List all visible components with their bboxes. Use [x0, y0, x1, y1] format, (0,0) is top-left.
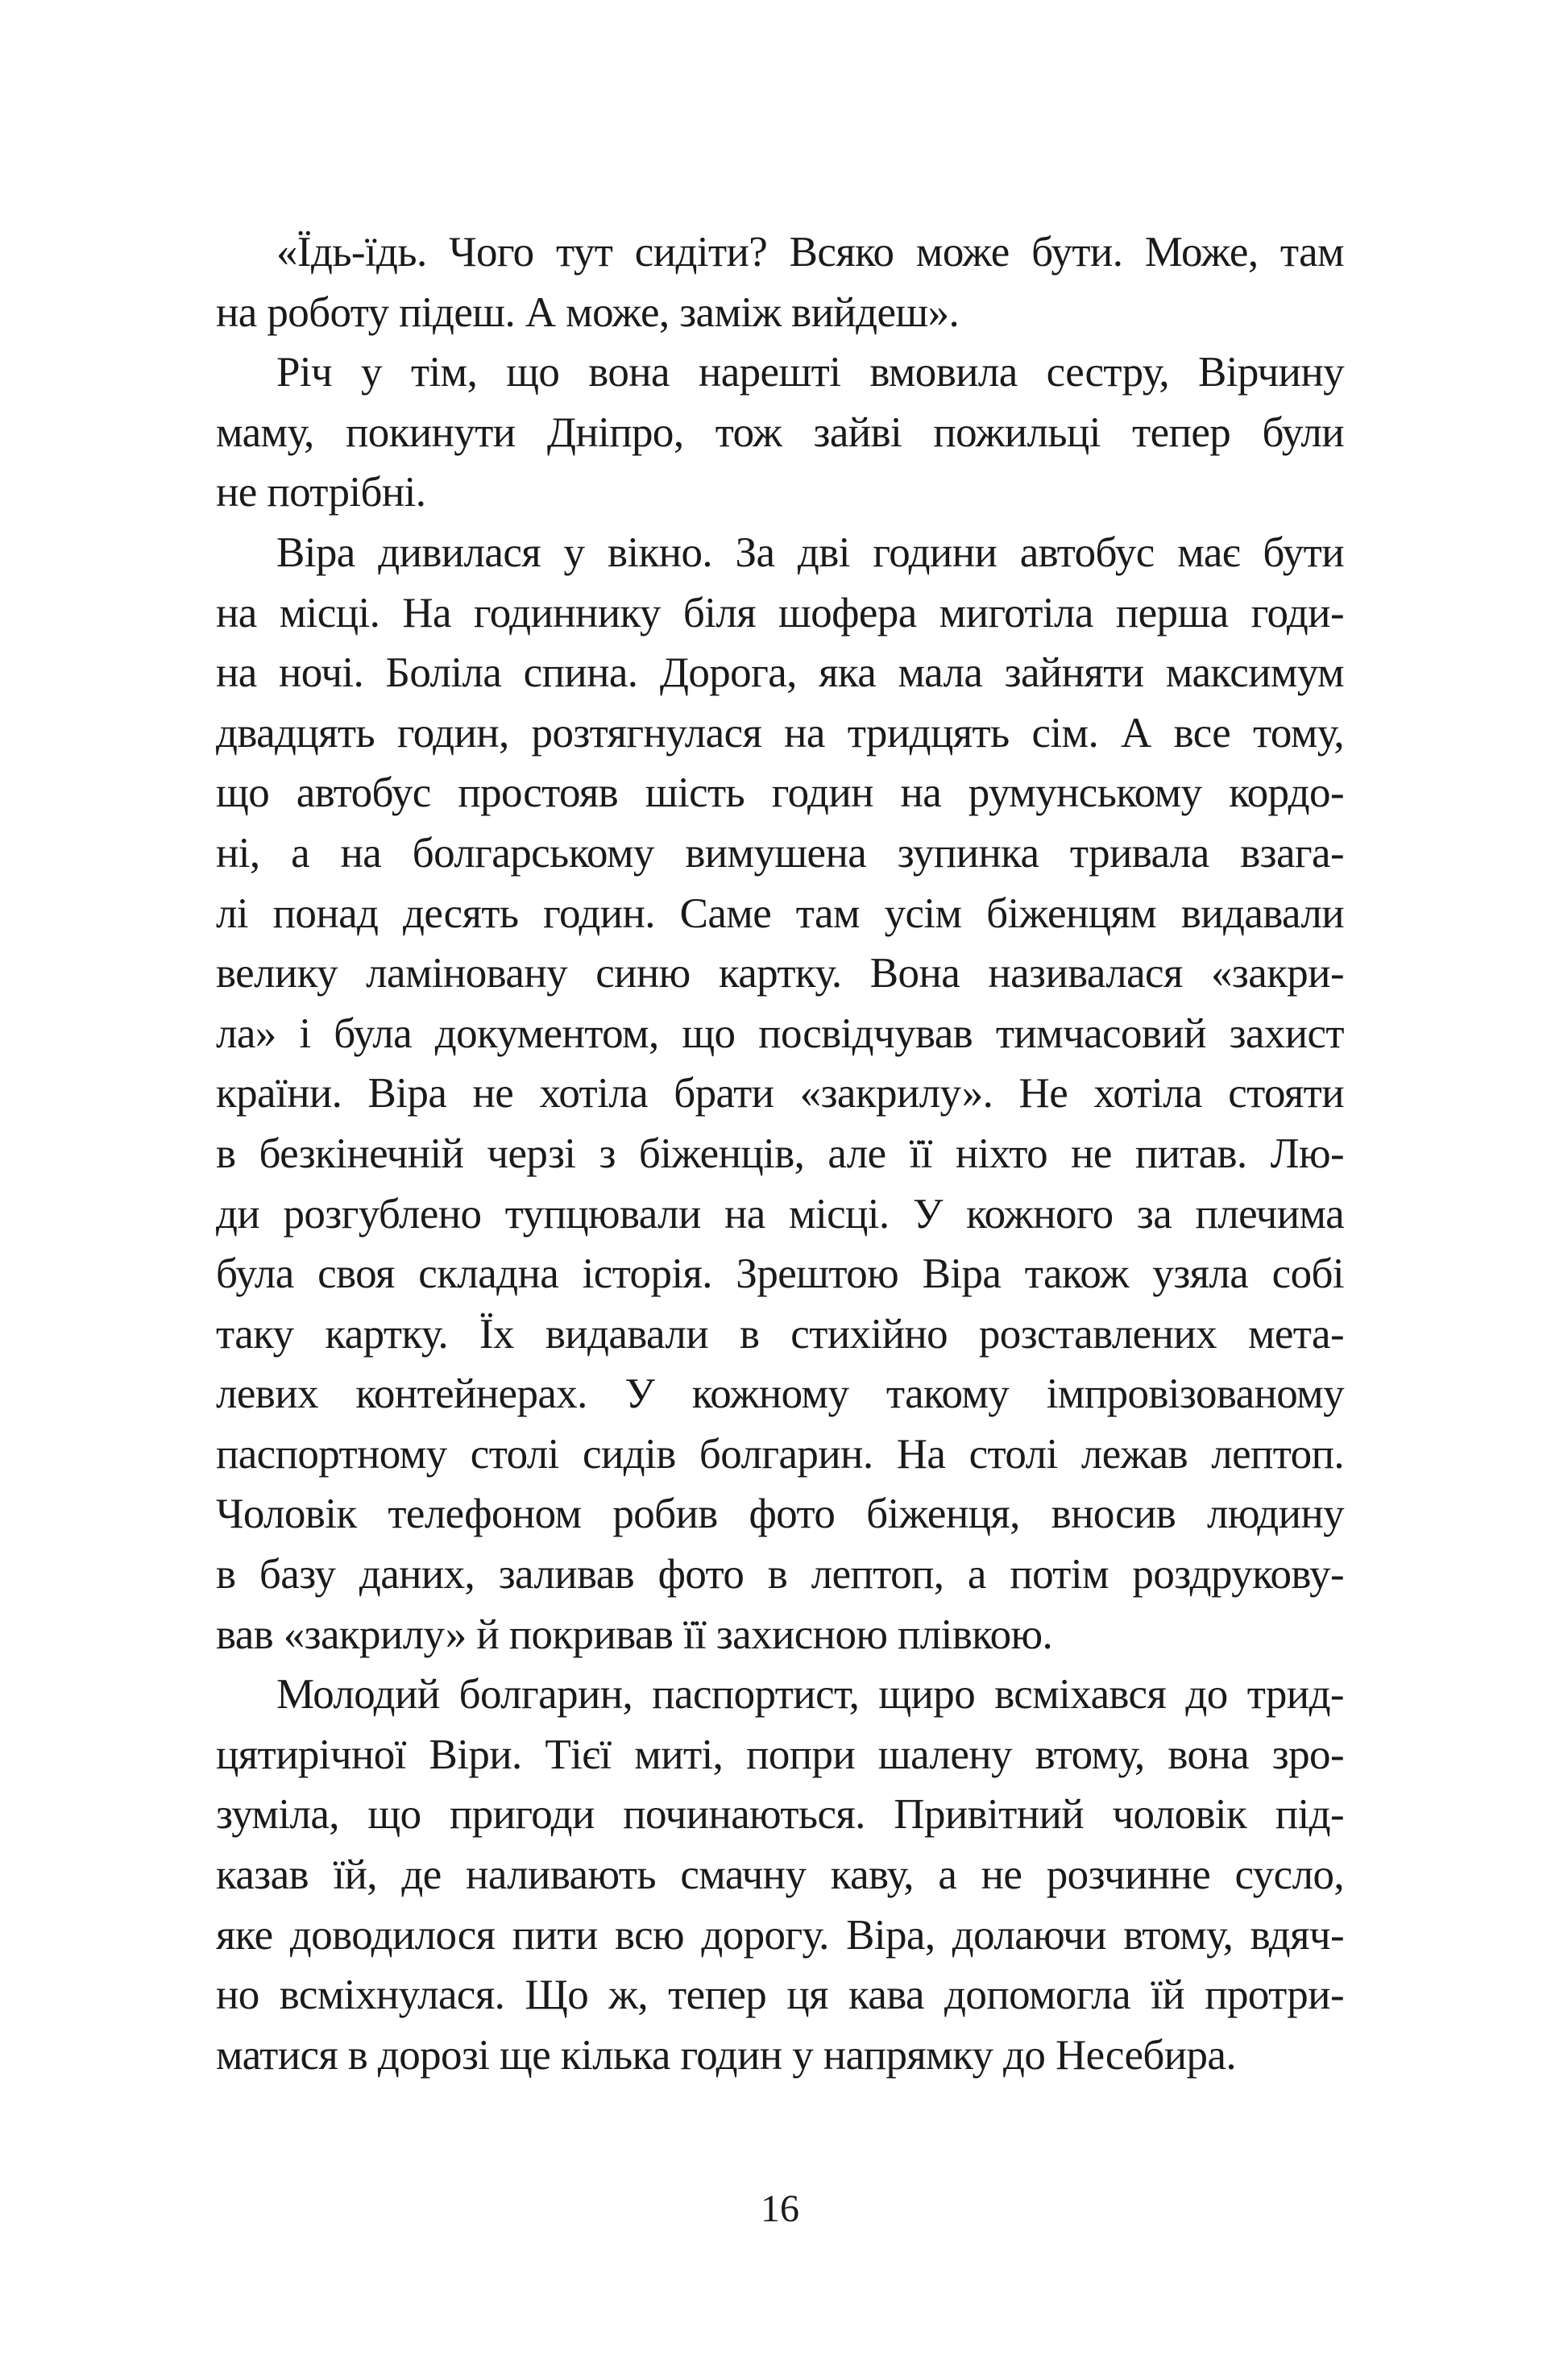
text-line: таку картку. Їх видавали в стихійно розставлених мета-: [216, 1310, 1344, 1358]
paragraph: [216, 222, 1344, 342]
text-line: «Їдь-їдь. Чого тут сидіти? Всяко може бути. Може, там: [276, 229, 1344, 276]
text-line: на місці. На годиннику біля шофера миготіла перша годи-: [216, 589, 1344, 636]
text-line: в безкінечній черзі з біженців, але її ніхто не питав. Лю-: [216, 1130, 1344, 1177]
text-line: ла» і була документом, що посвідчував тимчасовий захист: [216, 1010, 1344, 1057]
text-line: Молодий болгарин, паспортист, щиро всміхався до трид-: [276, 1671, 1344, 1719]
text-line: велику ламіновану синю картку. Вона називалася «закри-: [216, 950, 1344, 997]
paragraph: [216, 1665, 1344, 2085]
text-line: ди розгублено тупцювали на місці. У кожного за плечима: [216, 1190, 1344, 1238]
text-line: яке доводилося пити всю дорогу. Віра, долаючи втому, вдяч-: [216, 1911, 1344, 1959]
text-line: на ночі. Боліла спина. Дорога, яка мала зайняти максимум: [216, 649, 1344, 697]
text-line: Річ у тім, що вона нарешті вмовила сестру, Вірчину: [276, 349, 1344, 396]
text-line: паспортному столі сидів болгарин. На столі лежав лептоп.: [216, 1430, 1344, 1478]
text-line: двадцять годин, розтягнулася на тридцять сім. А все тому,: [216, 709, 1344, 757]
paragraph: [216, 342, 1344, 523]
text-line: лі понад десять годин. Саме там усім біженцям видавали: [216, 889, 1344, 937]
text-line: но всміхнулася. Що ж, тепер ця кава допомогла їй протри-: [216, 1972, 1344, 2019]
text-line: вав «закрилу» й покривав її захисною плівкою.: [216, 1611, 1053, 1658]
text-line: країни. Віра не хотіла брати «закрилу». Не хотіла стояти: [216, 1070, 1344, 1117]
text-line: казав їй, де наливають смачну каву, а не розчинне сусло,: [216, 1851, 1344, 1899]
text-line: левих контейнерах. У кожному такому імпровізованому: [216, 1370, 1344, 1418]
text-line: маму, покинути Дніпро, тож зайві пожильці тепер були: [216, 408, 1344, 456]
paragraph: [216, 523, 1344, 1665]
text-line: матися в дорозі ще кілька годин у напрямку до Несебира.: [216, 2031, 1236, 2079]
page-number: 16: [761, 2187, 799, 2230]
text-line: була своя складна історія. Зрештою Віра також узяла собі: [216, 1250, 1344, 1298]
page-text-block: [216, 222, 1344, 2085]
text-line: ні, а на болгарському вимушена зупинка тривала взага-: [216, 829, 1344, 877]
text-line: цятирічної Віри. Тієї миті, попри шалену втому, вона зро-: [216, 1731, 1344, 1778]
text-line: зуміла, що пригоди починаються. Привітний чоловік під-: [216, 1791, 1344, 1839]
text-line: не потрібні.: [216, 469, 426, 516]
text-line: на роботу підеш. А може, заміж вийдеш».: [216, 288, 960, 336]
text-line: Віра дивилася у вікно. За дві години автобус має бути: [276, 529, 1344, 576]
text-line: Чоловік телефоном робив фото біженця, вносив людину: [216, 1491, 1344, 1538]
text-line: в базу даних, заливав фото в лептоп, а потім роздрукову-: [216, 1551, 1344, 1598]
text-line: що автобус простояв шість годин на румунському кордо-: [216, 769, 1344, 817]
